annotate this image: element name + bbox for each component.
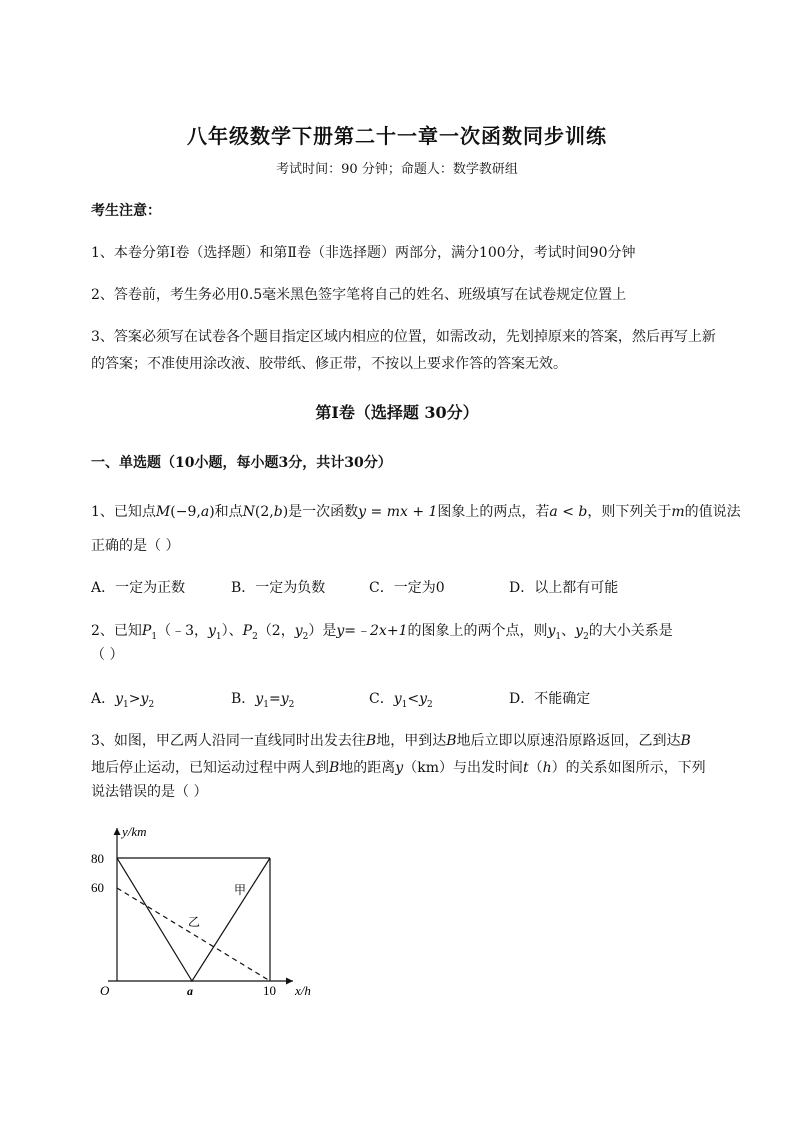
q2-option-a[interactable]	[91, 688, 154, 710]
q3-point-b: B	[365, 733, 377, 749]
q2-subscript: 1	[401, 699, 408, 710]
question-3-line2	[91, 757, 706, 777]
question-1	[91, 501, 741, 521]
q1-option-c[interactable]: C．一定为0	[369, 580, 445, 596]
q2-paren: ）是	[308, 623, 337, 639]
distance-time-graph	[88, 818, 328, 1008]
q2-text: 2、已知	[91, 623, 142, 639]
q1-function: y = mx + 1	[358, 504, 438, 520]
q2-subscript: 1	[555, 631, 562, 642]
q2-text: 的图象上的两个点，则	[407, 623, 548, 639]
relation-sign: =	[268, 691, 281, 707]
q2-subscript: 2	[288, 699, 295, 710]
q1-coord-m: (−9,	[170, 504, 201, 520]
q2-coord: （2，	[257, 623, 295, 639]
tick-80: 80	[91, 851, 104, 866]
q2-subscript: 1	[263, 699, 269, 710]
q3-text: 地后停止运动，已知运动过程中两人到	[91, 760, 329, 776]
notice-item-2: 2、答卷前，考生务必用0.5毫米黑色签字笔将自己的姓名、班级填写在试卷规定位置上	[91, 287, 627, 303]
q2-function: y=﹣2x+1	[336, 623, 408, 639]
q2-var-y: y	[419, 691, 428, 707]
q3-text: 3、如图，甲乙两人沿同一直线同时出发去往	[91, 733, 366, 749]
q2-option-c[interactable]	[369, 688, 433, 710]
q2-subscript: 1	[123, 699, 129, 710]
q2-point-p1: P	[141, 623, 152, 639]
q2-var-y: y	[140, 691, 149, 707]
notice-item-3: 3、答案必须写在试卷各个题目指定区域内相应的位置，如需改动，先划掉原来的答案，然后再写上新	[91, 329, 716, 345]
q3-text: ）的关系如图所示，下列	[551, 760, 706, 776]
q2-subscript: 2	[148, 699, 155, 710]
q2-var-y: y	[575, 623, 584, 639]
q2-var-y: y	[115, 691, 124, 707]
q3-var-t: t	[522, 760, 529, 776]
q3-text: （	[528, 760, 543, 776]
notice-heading: 考生注意：	[91, 203, 161, 219]
q2-var-y: y	[294, 623, 303, 639]
q3-text: 地的距离	[339, 760, 396, 776]
q1-paren: )	[282, 504, 289, 520]
exam-subtitle: 考试时间：90 分钟；命题人：数学教研组	[276, 162, 518, 177]
q1-text: 图象上的两点，若	[437, 504, 550, 520]
q2-paren: ）、	[221, 623, 243, 639]
q2-subscript: 2	[302, 631, 309, 642]
q1-coord-n: (2,	[254, 504, 274, 520]
q1-var-b: b	[273, 504, 283, 520]
question-1-line2: 正确的是（ ）	[91, 538, 180, 554]
q3-point-b: B	[329, 760, 340, 776]
q2-text: 的大小关系是	[588, 623, 673, 639]
q2-var-y: y	[255, 691, 264, 707]
q2-var-y: y	[280, 691, 289, 707]
q1-text: 是一次函数	[288, 504, 359, 520]
q3-point-b: B	[446, 733, 457, 749]
part-heading: 一、单选题（10小题，每小题3分，共计30分）	[91, 455, 392, 471]
q1-text: ，则下列关于	[587, 504, 672, 520]
q3-text: 地后立即以原速沿原路返回，乙到达	[456, 733, 681, 749]
q2-subscript: 1	[215, 631, 222, 642]
question-2-line2: （ ）	[91, 647, 124, 663]
q1-paren: )	[209, 504, 215, 520]
q1-point-m: M	[155, 504, 171, 520]
yi-dashed-line	[117, 888, 270, 981]
q1-var-a: a	[200, 504, 210, 520]
q2-var-y: y	[547, 623, 556, 639]
question-3-line3: 说法错误的是（ ）	[91, 784, 208, 800]
q2-separator: 、	[561, 623, 576, 639]
q1-option-b[interactable]: B．一定为负数	[231, 580, 326, 596]
q1-option-d[interactable]: D．以上都有可能	[509, 580, 619, 596]
section-title: 第Ⅰ卷（选择题 30分）	[315, 403, 479, 422]
question-2	[91, 620, 673, 642]
y-axis-label: y/km	[122, 824, 147, 839]
q3-var-y: y	[395, 760, 404, 776]
option-label: A．	[91, 691, 116, 707]
q2-subscript: 2	[583, 631, 589, 642]
tick-10: 10	[263, 983, 276, 998]
page-title: 八年级数学下册第二十一章一次函数同步训练	[187, 124, 607, 148]
q2-subscript: 2	[427, 699, 433, 710]
q1-option-a[interactable]: A．一定为正数	[91, 580, 186, 596]
q3-point-b: B	[680, 733, 691, 749]
q1-text: 和点	[214, 504, 243, 520]
q2-subscript: 2	[252, 631, 258, 642]
relation-sign: <	[407, 691, 420, 707]
option-label: B．	[231, 691, 256, 707]
q3-text: 地，甲到达	[376, 733, 447, 749]
q1-condition: a < b	[549, 504, 588, 520]
question-3	[91, 730, 691, 750]
q1-point-n: N	[242, 504, 255, 520]
q2-option-d[interactable]: D．不能确定	[509, 691, 591, 707]
q2-coord: （﹣3，	[157, 623, 208, 639]
x-axis-label: x/h	[295, 983, 311, 998]
q2-option-b[interactable]	[231, 688, 294, 710]
notice-item-1: 1、本卷分第Ⅰ卷（选择题）和第Ⅱ卷（非选择题）两部分，满分100分，考试时间90分钟	[91, 245, 636, 261]
tick-60: 60	[91, 880, 104, 895]
notice-item-3-cont: 的答案；不准使用涂改液、胶带纸、修正带，不按以上要求作答的答案无效。	[91, 356, 567, 372]
q2-subscript: 1	[151, 631, 158, 642]
origin-label: O	[100, 983, 110, 998]
q3-var-h: h	[542, 760, 552, 776]
q2-var-y: y	[208, 623, 216, 639]
q3-text: （km）与出发时间	[403, 760, 523, 776]
label-yi: 乙	[188, 915, 201, 929]
q1-var-m: m	[671, 504, 685, 520]
label-jia: 甲	[234, 883, 247, 897]
q2-point-p2: P	[242, 623, 253, 639]
q1-text: 的值说法	[684, 504, 741, 520]
option-label: C．	[369, 691, 394, 707]
q1-text: 1、已知点	[91, 504, 156, 520]
q2-var-y: y	[393, 691, 402, 707]
tick-a: a	[187, 984, 193, 998]
relation-sign: >	[128, 691, 141, 707]
